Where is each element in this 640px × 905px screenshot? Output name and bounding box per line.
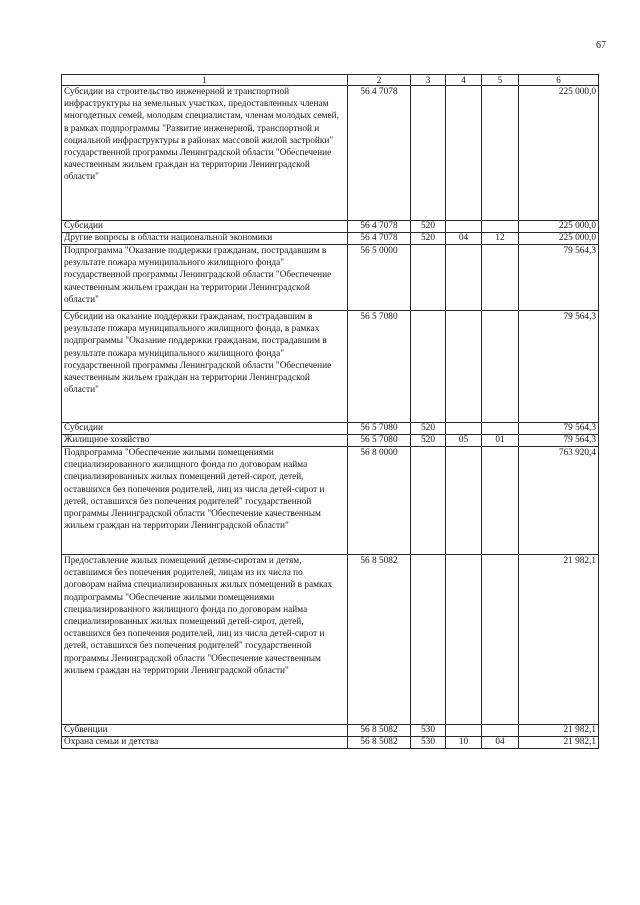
- row-expense-type: 520: [411, 233, 446, 245]
- row-section: [446, 311, 482, 423]
- row-target-code: 56 4 7078: [348, 221, 411, 233]
- row-expense-type: 520: [411, 221, 446, 233]
- row-expense-type: [411, 311, 446, 423]
- row-amount: 225 000,0: [519, 233, 599, 245]
- row-amount: 79 564,3: [519, 245, 599, 311]
- row-amount: 21 982,1: [519, 555, 599, 725]
- row-subsection: [482, 423, 519, 435]
- row-subsection: [482, 311, 519, 423]
- row-name: Субвенции: [62, 725, 348, 737]
- header-col-1: 1: [62, 75, 348, 86]
- table-row: [62, 86, 599, 221]
- row-amount: 79 564,3: [519, 435, 599, 447]
- row-name: Жилищное хозяйство: [62, 435, 348, 447]
- table-row: [62, 221, 599, 233]
- row-section: [446, 725, 482, 737]
- table-header-row: [62, 75, 599, 86]
- row-expense-type: [411, 447, 446, 555]
- row-subsection: [482, 725, 519, 737]
- row-subsection: [482, 245, 519, 311]
- row-expense-type: 530: [411, 725, 446, 737]
- header-col-3: 3: [411, 75, 446, 86]
- row-subsection: [482, 447, 519, 555]
- table-row: [62, 311, 599, 423]
- row-section: 04: [446, 233, 482, 245]
- row-section: [446, 423, 482, 435]
- row-target-code: 56 5 7080: [348, 311, 411, 423]
- row-subsection: 01: [482, 435, 519, 447]
- table-row: [62, 737, 599, 749]
- row-target-code: 56 4 7078: [348, 86, 411, 221]
- table-row: [62, 245, 599, 311]
- header-col-2: 2: [348, 75, 411, 86]
- table-row: [62, 435, 599, 447]
- row-expense-type: [411, 245, 446, 311]
- row-name: Подпрограмма "Оказание поддержки гражданам, пострадавшим в результате пожара муниципального жилищного фонда" государственной программы Ленинградской области "Обеспечение качественным жильем граждан на территории Ленинградской области": [62, 245, 348, 311]
- row-section: [446, 221, 482, 233]
- row-section: [446, 555, 482, 725]
- row-target-code: 56 5 7080: [348, 435, 411, 447]
- row-target-code: 56 5 7080: [348, 423, 411, 435]
- row-target-code: 56 8 5082: [348, 737, 411, 749]
- row-target-code: 56 8 0000: [348, 447, 411, 555]
- row-name: Субсидии на оказание поддержки гражданам, пострадавшим в результате пожара муниципального жилищного фонда, в рамках подпрограммы "Оказание поддержки гражданам, пострадавшим в результате пожара муниципального жилищного фонда" государственной программы Ленинградской области "Обеспечение качественным жильем граждан на территории Ленинградской области": [62, 311, 348, 423]
- row-amount: 21 982,1: [519, 725, 599, 737]
- budget-table: [61, 74, 599, 749]
- row-expense-type: [411, 86, 446, 221]
- row-expense-type: 530: [411, 737, 446, 749]
- row-name: Субсидии на строительство инженерной и транспортной инфраструктуры на земельных участках, предоставленных членам многодетных семей, молодым специалистам, членам молодых семей, в рамках подпрограммы "Развитие инженерной, транспортной и социальной инфраструктуры в районах массовой жилой застройки" государственной программы Ленинградской области "Обеспечение качественным жильем граждан на территории Ленинградской области": [62, 86, 348, 221]
- row-name: Другие вопросы в области национальной экономики: [62, 233, 348, 245]
- row-section: [446, 245, 482, 311]
- table-row: [62, 423, 599, 435]
- row-amount: 225 000,0: [519, 86, 599, 221]
- table-row: [62, 725, 599, 737]
- row-amount: 79 564,3: [519, 311, 599, 423]
- row-section: 05: [446, 435, 482, 447]
- row-expense-type: [411, 555, 446, 725]
- row-amount: 763 920,4: [519, 447, 599, 555]
- row-section: 10: [446, 737, 482, 749]
- row-subsection: [482, 221, 519, 233]
- table-row: [62, 555, 599, 725]
- row-name: Предоставление жилых помещений детям-сиротам и детям, оставшимся без попечения родителей, лицам из их числа по договорам найма специализированных жилых помещений в рамках подпрограммы "Обеспечение жилыми помещениями специализированного жилищного фонда по договорам найма специализированных жилых помещений детей-сирот, детей, оставшихся без попечения родителей, лиц из числа детей-сирот и детей, оставшихся без попечения родителей" государственной программы Ленинградской области "Обеспечение качественным жильем граждан на территории Ленинградской области": [62, 555, 348, 725]
- row-name: Субсидии: [62, 423, 348, 435]
- row-subsection: [482, 86, 519, 221]
- row-section: [446, 86, 482, 221]
- row-amount: 21 982,1: [519, 737, 599, 749]
- row-expense-type: 520: [411, 435, 446, 447]
- row-subsection: [482, 555, 519, 725]
- row-target-code: 56 4 7078: [348, 233, 411, 245]
- row-amount: 79 564,3: [519, 423, 599, 435]
- row-name: Подпрограмма "Обеспечение жилыми помещениями специализированного жилищного фонда по договорам найма специализированных жилых помещений детей-сирот, детей, оставшихся без попечения родителей, лиц из числа детей-сирот и детей, оставшихся без попечения родителей" государственной программы Ленинградской области "Обеспечение качественным жильем граждан на территории Ленинградской области": [62, 447, 348, 555]
- row-target-code: 56 8 5082: [348, 555, 411, 725]
- row-amount: 225 000,0: [519, 221, 599, 233]
- row-subsection: 12: [482, 233, 519, 245]
- row-name: Субсидии: [62, 221, 348, 233]
- row-target-code: 56 5 0000: [348, 245, 411, 311]
- header-col-4: 4: [446, 75, 482, 86]
- row-section: [446, 447, 482, 555]
- page-number: 67: [596, 40, 606, 51]
- row-expense-type: 520: [411, 423, 446, 435]
- header-col-5: 5: [482, 75, 519, 86]
- row-target-code: 56 8 5082: [348, 725, 411, 737]
- row-subsection: 04: [482, 737, 519, 749]
- row-name: Охрана семьи и детства: [62, 737, 348, 749]
- table-row: [62, 233, 599, 245]
- header-col-6: 6: [519, 75, 599, 86]
- table-row: [62, 447, 599, 555]
